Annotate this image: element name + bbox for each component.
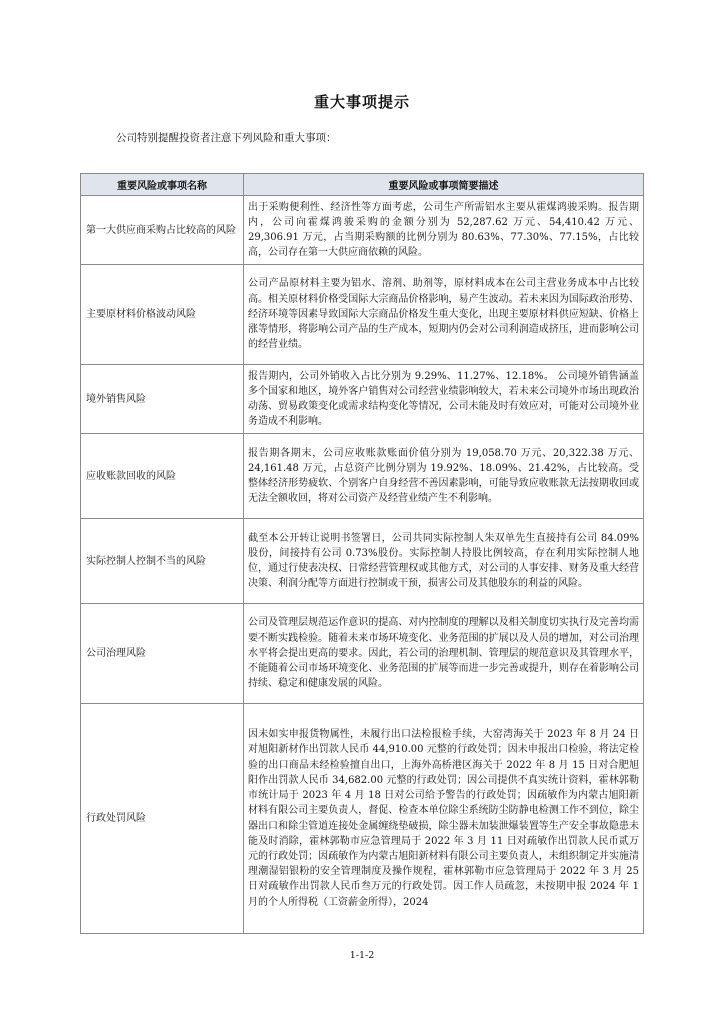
risk-description: 报告期各期末，公司应收账款账面价值分别为 19,058.70 万元、20,322.38 万元、24,161.48 万元，占总资产比例分别为 19.92%、18.09%、21.42%，占比较高。受整体经济形势疲软、个别客户自身经营不善因素影响，可能导致应收账款无法按期收回或无法全额收回，将对公司资产及经营业绩产生不利影响。 (244, 434, 644, 519)
risk-name: 主要原材料价格波动风险 (81, 265, 244, 365)
risk-description: 因未如实申报货物属性，未履行出口法检报检手续，大窑湾海关于 2023 年 8 月 24 日对旭阳新材作出罚款人民币 44,910.00 元整的行政处罚；因未申报出口检验，将法定检验的出口商品未经检验擅自出口，上海外高桥港区海关于 2022 年 8 月 15 日对合肥旭阳作出罚款人民币 34,682.00 元整的行政处罚；因公司提供不真实统计资料，霍林郭勒市统计局于 2023 年 4 月 18 日对公司给予警告的行政处罚；因疏敏作为内蒙古旭阳新材料有限公司主要负责人，督促、检查本单位除尘系统防尘防静电检测工作不到位，除尘器出口和除尘管道连接处金属缠绕垫破损，除尘器未加装泄爆装置等生产安全事故隐患未能及时消除，霍林郭勒市应急管理局于 2022 年 3 月 11 日对疏敏作出罚款人民币贰万元的行政处罚；因疏敏作为内蒙古旭阳新材料有限公司主要负责人，未组织制定并实施清理潮湿铝银粉的安全管理制度及操作规程，霍林郭勒市应急管理局于 2022 年 3 月 25 日对疏敏作出罚款人民币叁万元的行政处罚。因工作人员疏忽，未按期申报 2024 年 1 月的个人所得税（工资薪金所得），2024 (244, 704, 644, 934)
table-header-row (81, 174, 644, 196)
page-title: 重大事项提示 (313, 93, 410, 111)
page-number: 1-1-2 (349, 950, 375, 961)
table-row (81, 365, 644, 434)
header-risk-name: 重要风险或事项名称 (81, 174, 244, 196)
risk-name: 公司治理风险 (81, 604, 244, 704)
intro-text: 公司特别提醒投资者注意下列风险和重大事项： (116, 132, 337, 144)
table-row (81, 604, 644, 704)
table-row (81, 519, 644, 604)
risk-name: 第一大供应商采购占比较高的风险 (81, 196, 244, 265)
risk-name: 行政处罚风险 (81, 704, 244, 934)
risk-name: 实际控制人控制不当的风险 (81, 519, 244, 604)
risk-description: 报告期内，公司外销收入占比分别为 9.29%、11.27%、12.18%。 公司境外销售涵盖多个国家和地区，境外客户销售对公司经营业绩影响较大，若未来公司境外市场出现政治动荡、贸易政策变化或需求结构变化等情况，公司未能及时有效应对，可能对公司境外业务造成不利影响。 (244, 365, 644, 434)
risk-name: 境外销售风险 (81, 365, 244, 434)
risk-description: 公司及管理层规范运作意识的提高、对内控制度的理解以及相关制度切实执行及完善均需要不断实践检验。随着未来市场环境变化、业务范围的扩展以及人员的增加，对公司治理水平将会提出更高的要求。因此，若公司的治理机制、管理层的规范意识及其管理水平，不能随着公司市场环境变化、业务范围的扩展等而进一步完善或提升，则存在着影响公司持续、稳定和健康发展的风险。 (244, 604, 644, 704)
table-row (81, 265, 644, 365)
table-row (81, 704, 644, 934)
table-row (81, 196, 644, 265)
risk-description: 公司产品原材料主要为铝水、溶剂、助剂等，原材料成本在公司主营业务成本中占比较高。相关原材料价格受国际大宗商品价格影响，易产生波动。若未来因为国际政治形势、经济环境等因素导致国际大宗商品价格发生重大变化，出现主要原材料供应短缺、价格上涨等情形，将影响公司产品的生产成本，短期内仍会对公司利润造成挤压，进而影响公司的经营业绩。 (244, 265, 644, 365)
risk-table (80, 173, 644, 934)
risk-description: 截至本公开转让说明书签署日，公司共同实际控制人朱双单先生直接持有公司 84.09%股份，间接持有公司 0.73%股份。实际控制人持股比例较高，存在利用实际控制人地位，通过行使表决权、日常经营管理权或其他方式，对公司的人事安排、财务及重大经营决策、利润分配等方面进行控制或干预，损害公司及其他股东的利益的风险。 (244, 519, 644, 604)
header-risk-desc: 重要风险或事项简要描述 (244, 174, 644, 196)
table-row (81, 434, 644, 519)
risk-name: 应收账款回收的风险 (81, 434, 244, 519)
risk-description: 出于采购便利性、经济性等方面考虑，公司生产所需铝水主要从霍煤鸿骏采购。报告期内，公司向霍煤鸿骏采购的金额分别为 52,287.62 万元、54,410.42 万元、29,306.91 万元，占当期采购额的比例分别为 80.63%、77.30%、77.15%，占比较高，公司存在第一大供应商依赖的风险。 (244, 196, 644, 265)
